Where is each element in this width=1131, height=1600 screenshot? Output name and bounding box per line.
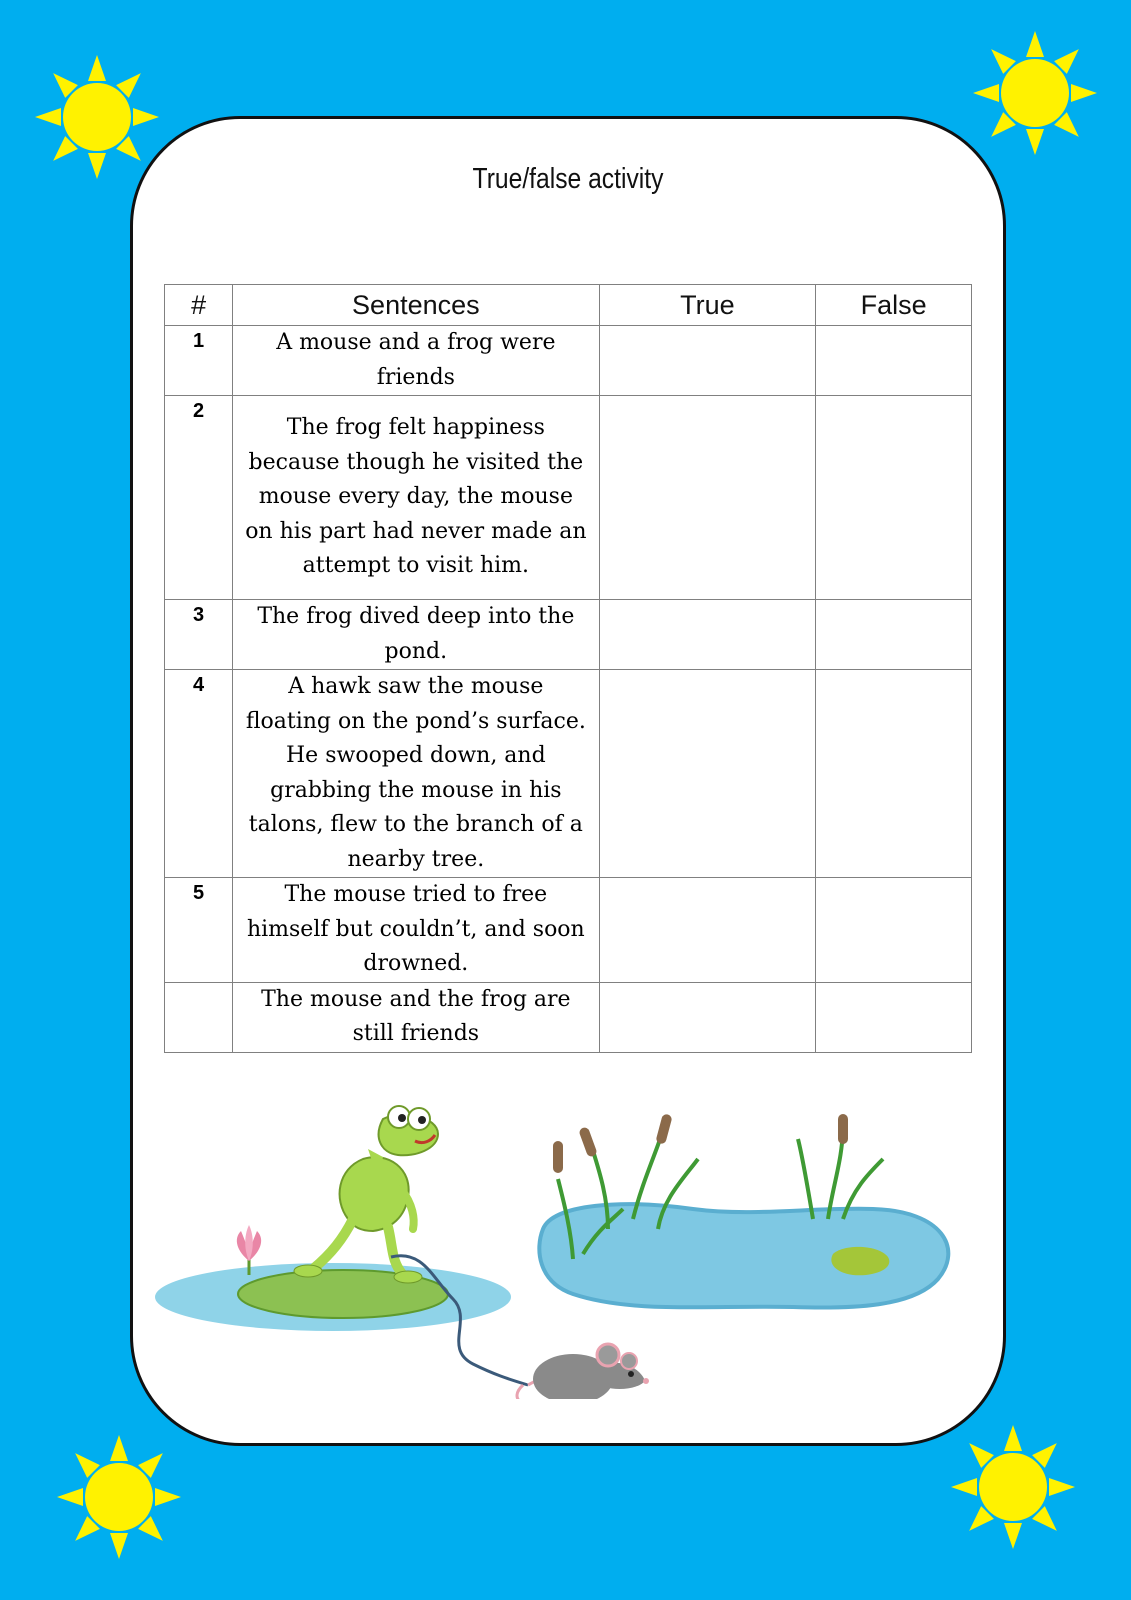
sentence-cell: A hawk saw the mouse floating on the pond’s surface. He swooped down, and grabbing the mouse in his talons, flew to the branch of a nearby tree. bbox=[233, 670, 599, 878]
page-title: True/false activity bbox=[472, 163, 664, 195]
sentence-cell: A mouse and a frog were friends bbox=[233, 326, 599, 396]
true-false-table bbox=[164, 284, 972, 1053]
sun-icon bbox=[970, 28, 1100, 158]
sentence-cell: The mouse tried to free himself but couldn’t, and soon drowned. bbox=[233, 878, 599, 983]
column-header-sentences: Sentences bbox=[233, 285, 599, 326]
true-answer-cell[interactable] bbox=[599, 982, 816, 1052]
sentence-cell: The mouse and the frog are still friends bbox=[233, 982, 599, 1052]
table-row bbox=[165, 670, 972, 878]
true-answer-cell[interactable] bbox=[599, 600, 816, 670]
true-answer-cell[interactable] bbox=[599, 326, 816, 396]
sun-icon bbox=[32, 52, 162, 182]
row-number: 3 bbox=[165, 600, 233, 670]
row-number: 1 bbox=[165, 326, 233, 396]
false-answer-cell[interactable] bbox=[816, 600, 972, 670]
true-answer-cell[interactable] bbox=[599, 670, 816, 878]
table-row bbox=[165, 878, 972, 983]
sentence-cell: The frog felt happiness because though he visited the mouse every day, the mouse on his part had never made an attempt to visit him. bbox=[233, 396, 599, 600]
column-header-false: False bbox=[816, 285, 972, 326]
table-row bbox=[165, 326, 972, 396]
table-row bbox=[165, 600, 972, 670]
false-answer-cell[interactable] bbox=[816, 878, 972, 983]
row-number: 2 bbox=[165, 396, 233, 600]
table-row bbox=[165, 396, 972, 600]
sentence-cell: The frog dived deep into the pond. bbox=[233, 600, 599, 670]
row-number: 5 bbox=[165, 878, 233, 983]
worksheet-card bbox=[130, 116, 1006, 1446]
column-header-true: True bbox=[599, 285, 816, 326]
false-answer-cell[interactable] bbox=[816, 396, 972, 600]
frog-illustration bbox=[294, 1106, 438, 1283]
sun-icon bbox=[54, 1432, 184, 1562]
row-number: 4 bbox=[165, 670, 233, 878]
false-answer-cell[interactable] bbox=[816, 670, 972, 878]
table-row bbox=[165, 982, 972, 1052]
row-number bbox=[165, 982, 233, 1052]
true-answer-cell[interactable] bbox=[599, 878, 816, 983]
table-header-row bbox=[165, 285, 972, 326]
sun-icon bbox=[948, 1422, 1078, 1552]
column-header-number: # bbox=[165, 285, 233, 326]
false-answer-cell[interactable] bbox=[816, 982, 972, 1052]
mouse-illustration bbox=[517, 1344, 649, 1399]
pond-scene-illustration bbox=[153, 1079, 953, 1399]
false-answer-cell[interactable] bbox=[816, 326, 972, 396]
true-answer-cell[interactable] bbox=[599, 396, 816, 600]
